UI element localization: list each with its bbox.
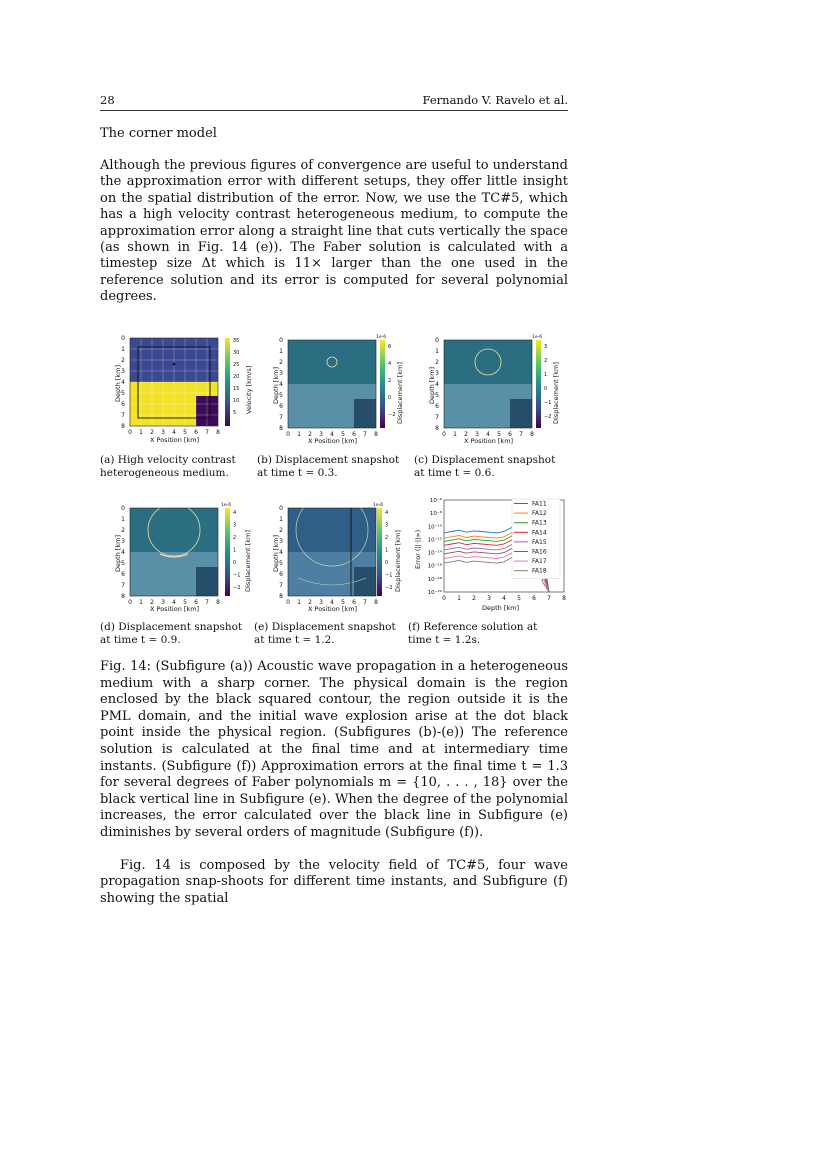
- xlabel-e: X Position [km]: [308, 605, 358, 612]
- x-tick-label: 0: [286, 599, 290, 606]
- y-ticks-d: [121, 505, 125, 600]
- x-tick-label: 8: [374, 599, 378, 606]
- x-tick-label: 5: [341, 431, 345, 438]
- chart-y-tick-label: 10⁻¹²: [427, 537, 442, 544]
- x-tick-label: 4: [486, 431, 490, 438]
- ylabel-d: Depth [km]: [114, 534, 122, 572]
- colorbar-tick-label: 2: [233, 535, 237, 541]
- y-tick-label: 1: [121, 346, 125, 353]
- scale-b: 1e-6: [376, 335, 387, 340]
- page-header: [100, 93, 568, 111]
- x-ticks-e: [286, 599, 378, 606]
- colorbar-tick-label: 0: [233, 560, 237, 566]
- subcaption-f: (f) Reference solution at time t = 1.2s.: [408, 621, 538, 646]
- x-tick-label: 0: [286, 431, 290, 438]
- y-tick-label: 0: [435, 337, 439, 344]
- x-tick-label: 5: [183, 599, 187, 606]
- subcaption-c: (c) Displacement snapshot at time t = 0.6.: [414, 454, 556, 479]
- chart-x-tick-label: 0: [442, 595, 446, 602]
- x-tick-label: 0: [128, 599, 132, 606]
- subcaption-a: (a) High velocity contrast heterogeneous medium.: [100, 454, 236, 479]
- cbar-label-d: Displacement [km]: [244, 530, 252, 592]
- colorbar-tick-label: 20: [233, 374, 240, 380]
- y-ticks-b: [279, 337, 283, 432]
- colorbar-tick-label: −1: [385, 572, 393, 579]
- colorbar-b: [380, 340, 385, 428]
- colorbar-tick-label: −2: [233, 585, 241, 591]
- ylabel-b: Depth [km]: [272, 366, 280, 404]
- y-tick-label: 6: [279, 571, 283, 578]
- chart-x-tick-label: 1: [457, 595, 461, 602]
- figure-panel-e: [268, 500, 413, 612]
- chart-x-tick-label: 4: [502, 595, 506, 602]
- figure-panel-f-chart: [412, 493, 570, 613]
- y-tick-label: 5: [435, 392, 439, 399]
- y-tick-label: 0: [121, 335, 125, 342]
- colorbar-tick-label: 1: [385, 547, 389, 554]
- x-tick-label: 6: [352, 431, 356, 438]
- x-tick-label: 7: [205, 599, 209, 606]
- figure-panel-c: [424, 332, 569, 444]
- ylabel-a: Depth [km]: [114, 364, 122, 402]
- x-tick-label: 1: [139, 599, 143, 606]
- y-tick-label: 1: [279, 348, 283, 355]
- colorbar-tick-label: 3: [233, 522, 237, 529]
- x-tick-label: 8: [216, 599, 220, 606]
- colorbar-tick-label: 0: [385, 560, 389, 566]
- legend-label: FA12: [532, 510, 547, 518]
- x-ticks-b: [286, 431, 378, 438]
- x-tick-label: 7: [363, 431, 367, 438]
- colorbar-tick-label: −2: [544, 414, 552, 420]
- x-tick-label: 2: [308, 431, 312, 438]
- cbar-ticks-d: [233, 510, 240, 591]
- x-ticks-a: [128, 429, 220, 436]
- colorbar-e: [377, 508, 382, 596]
- colorbar-tick-label: 0: [544, 386, 548, 392]
- colorbar-tick-label: 0: [388, 395, 392, 401]
- colorbar-tick-label: −2: [385, 585, 393, 591]
- colorbar-tick-label: 30: [233, 350, 240, 356]
- x-tick-label: 2: [150, 429, 154, 436]
- colorbar-a: [225, 338, 230, 426]
- y-tick-label: 5: [121, 560, 125, 567]
- colorbar-tick-label: 4: [385, 510, 389, 516]
- chart-x-tick-label: 3: [487, 595, 491, 602]
- running-authors: Fernando V. Ravelo et al.: [422, 93, 568, 107]
- colorbar-tick-label: 3: [544, 344, 548, 350]
- y-tick-label: 2: [435, 359, 439, 366]
- colorbar-tick-label: 5: [233, 410, 237, 416]
- y-tick-label: 8: [279, 425, 283, 432]
- colorbar-tick-label: 2: [388, 378, 392, 384]
- y-tick-label: 4: [121, 379, 125, 386]
- x-tick-label: 2: [464, 431, 468, 438]
- y-tick-label: 6: [279, 403, 283, 410]
- subcaption-b: (b) Displacement snapshot at time t = 0.3.: [257, 454, 400, 479]
- x-tick-label: 2: [308, 599, 312, 606]
- legend-label: FA14: [532, 529, 547, 537]
- xlabel-d: X Position [km]: [150, 605, 200, 612]
- x-tick-label: 2: [150, 599, 154, 606]
- y-tick-label: 2: [121, 357, 125, 364]
- scale-c: 1e-6: [532, 335, 543, 340]
- legend-label: FA17: [532, 558, 547, 566]
- chart-x-tick-label: 8: [562, 595, 566, 602]
- xlabel-c: X Position [km]: [464, 437, 514, 444]
- x-tick-label: 7: [519, 431, 523, 438]
- x-tick-label: 4: [172, 599, 176, 606]
- x-tick-label: 1: [297, 431, 301, 438]
- x-tick-label: 0: [128, 429, 132, 436]
- y-ticks-c: [435, 337, 439, 432]
- x-tick-label: 6: [194, 429, 198, 436]
- colorbar-tick-label: −1: [544, 400, 552, 406]
- x-tick-label: 3: [161, 599, 165, 606]
- y-tick-label: 6: [121, 401, 125, 408]
- cbar-ticks-c: [544, 344, 551, 420]
- chart-x-tick-label: 2: [472, 595, 476, 602]
- chart-y-tick-label: 10⁻⁸: [429, 511, 442, 518]
- y-tick-label: 3: [121, 368, 125, 375]
- header-rule: [100, 110, 568, 111]
- colorbar-tick-label: 2: [544, 358, 548, 364]
- y-ticks-a: [121, 335, 125, 430]
- x-tick-label: 3: [475, 431, 479, 438]
- x-tick-label: 4: [330, 431, 334, 438]
- x-ticks-d: [128, 599, 220, 606]
- colorbar-tick-label: 15: [233, 386, 240, 392]
- x-tick-label: 0: [442, 431, 446, 438]
- y-tick-label: 1: [121, 516, 125, 523]
- y-tick-label: 3: [121, 538, 125, 545]
- chart-y-tick-label: 10⁻¹⁴: [427, 550, 442, 557]
- x-tick-label: 1: [453, 431, 457, 438]
- cbar-label-b: Displacement [km]: [396, 362, 404, 424]
- chart-y-tick-label: 10⁻¹⁸: [427, 576, 442, 583]
- section-title: The corner model: [100, 126, 217, 141]
- y-tick-label: 3: [279, 538, 283, 545]
- colorbar-tick-label: 1: [544, 372, 548, 378]
- chart-x-tick-label: 6: [532, 595, 536, 602]
- x-tick-label: 8: [530, 431, 534, 438]
- x-tick-label: 4: [172, 429, 176, 436]
- chart-y-tick-label: 10⁻⁶: [429, 498, 442, 504]
- subcaption-e: (e) Displacement snapshot at time t = 1.2.: [254, 621, 396, 646]
- paragraph-continued: Fig. 14 is composed by the velocity field of TC#5, four wave propagation snap-shoots for different time instants, and Subfigure (f) showing the spatial: [100, 858, 568, 906]
- legend-label: FA15: [532, 538, 547, 546]
- y-tick-label: 8: [121, 423, 125, 430]
- y-tick-label: 1: [435, 348, 439, 355]
- y-tick-label: 2: [279, 527, 283, 534]
- colorbar-tick-label: 2: [385, 535, 389, 541]
- colorbar-tick-label: −1: [233, 572, 241, 579]
- y-tick-label: 4: [435, 381, 439, 388]
- y-tick-label: 7: [279, 582, 283, 589]
- x-ticks-c: [442, 431, 534, 438]
- y-tick-label: 8: [435, 425, 439, 432]
- colorbar-tick-label: 10: [233, 398, 240, 404]
- y-tick-label: 7: [121, 412, 125, 419]
- colorbar-tick-label: 25: [233, 362, 240, 368]
- chart-y-tick-label: 10⁻²⁰: [427, 590, 442, 596]
- y-tick-label: 3: [435, 370, 439, 377]
- x-tick-label: 5: [183, 429, 187, 436]
- x-tick-label: 8: [216, 429, 220, 436]
- chart-x-tick-label: 7: [547, 595, 551, 602]
- legend-label: FA16: [532, 548, 547, 556]
- chart-x-ticks: [442, 595, 566, 602]
- y-tick-label: 1: [279, 516, 283, 523]
- colorbar-c: [536, 340, 541, 428]
- xlabel-b: X Position [km]: [308, 437, 358, 444]
- y-tick-label: 0: [279, 505, 283, 512]
- y-tick-label: 4: [121, 549, 125, 556]
- chart-ylabel: Error (||·||∞): [414, 529, 422, 569]
- legend-label: FA13: [532, 519, 547, 527]
- cbar-label-a: Velocity [km/s]: [245, 365, 253, 414]
- colorbar-tick-label: 1: [233, 547, 237, 554]
- x-tick-label: 7: [205, 429, 209, 436]
- y-tick-label: 5: [121, 390, 125, 397]
- x-tick-label: 1: [297, 599, 301, 606]
- y-tick-label: 4: [279, 381, 283, 388]
- x-tick-label: 3: [319, 431, 323, 438]
- figure-panel-d: [110, 500, 255, 612]
- y-tick-label: 6: [121, 571, 125, 578]
- legend-label: FA11: [532, 500, 547, 508]
- x-tick-label: 7: [363, 599, 367, 606]
- colorbar-tick-label: 3: [385, 522, 389, 529]
- chart-x-tick-label: 5: [517, 595, 521, 602]
- xlabel-a: X Position [km]: [150, 436, 200, 444]
- figure-panel-a: [110, 332, 255, 444]
- y-tick-label: 0: [121, 505, 125, 512]
- x-tick-label: 8: [374, 431, 378, 438]
- x-tick-label: 6: [508, 431, 512, 438]
- colorbar-tick-label: 4: [233, 510, 237, 516]
- y-tick-label: 7: [279, 414, 283, 421]
- paragraph-intro: Although the previous figures of convergence are useful to understand the approximation error with different setups, they offer little insight on the spatial distribution of the error. Now, we use the TC#5, which has a high velocity contrast heterogeneous medium, to compute the approximation error along a straight line that cuts vertically the space (as shown in Fig. 14 (e)). The Faber solution is calculated with a timestep size Δt which is 11× larger than the one used in the reference solution and its error is computed for several polynomial degrees.: [100, 158, 568, 305]
- y-tick-label: 5: [279, 560, 283, 567]
- x-tick-label: 1: [139, 429, 143, 436]
- colorbar-tick-label: −2: [388, 412, 396, 418]
- chart-y-tick-label: 10⁻¹⁰: [427, 524, 442, 531]
- x-tick-label: 6: [352, 599, 356, 606]
- scale-e: 1e-6: [373, 503, 384, 508]
- y-tick-label: 4: [279, 549, 283, 556]
- y-tick-label: 8: [121, 593, 125, 600]
- y-tick-label: 0: [279, 337, 283, 344]
- scale-d: 1e-6: [221, 503, 232, 508]
- y-ticks-e: [279, 505, 283, 600]
- legend-label: FA18: [532, 567, 547, 575]
- colorbar-tick-label: 35: [233, 338, 240, 344]
- cbar-ticks-a: [233, 338, 239, 416]
- y-tick-label: 2: [121, 527, 125, 534]
- chart-y-ticks: [428, 497, 443, 596]
- x-tick-label: 4: [330, 599, 334, 606]
- y-tick-label: 7: [121, 582, 125, 589]
- colorbar-tick-label: 4: [388, 361, 392, 367]
- x-tick-label: 3: [161, 429, 165, 436]
- chart-legend: [512, 499, 560, 579]
- ylabel-c: Depth [km]: [428, 366, 436, 404]
- cbar-label-e: Displacement [km]: [394, 530, 402, 592]
- figure-caption: Fig. 14: (Subfigure (a)) Acoustic wave propagation in a heterogeneous medium with a sharp corner. The physical domain is the region enclosed by the black squared contour, the region outside it is the PML domain, and the initial wave explosion arise at the dot black point inside the physical region. (Subfigures (b)-(e)) The reference solution is calculated at the final time and at intermediary time instants. (Subfigure (f)) Approximation errors at the final time t = 1.3 for several degrees of Faber polynomials m = {10, . . . , 18} over the black vertical line in Subfigure (e). When the degree of the polynomial increases, the error calculated over the black line in Subfigure (e) diminishes by several orders of magnitude (Subfigure (f)).: [100, 659, 568, 840]
- x-tick-label: 5: [341, 599, 345, 606]
- page-number: 28: [100, 93, 115, 107]
- x-tick-label: 3: [319, 599, 323, 606]
- y-tick-label: 6: [435, 403, 439, 410]
- y-tick-label: 2: [279, 359, 283, 366]
- colorbar-tick-label: 6: [388, 344, 392, 350]
- subcaption-d: (d) Displacement snapshot at time t = 0.9.: [100, 621, 243, 646]
- colorbar-d: [225, 508, 230, 596]
- y-tick-label: 3: [279, 370, 283, 377]
- x-tick-label: 5: [497, 431, 501, 438]
- cbar-label-c: Displacement [km]: [552, 362, 560, 424]
- x-tick-label: 6: [194, 599, 198, 606]
- chart-xlabel: Depth [km]: [482, 604, 520, 612]
- ylabel-e: Depth [km]: [272, 534, 280, 572]
- y-tick-label: 5: [279, 392, 283, 399]
- y-tick-label: 7: [435, 414, 439, 421]
- figure-panel-b: [268, 332, 413, 444]
- chart-y-tick-label: 10⁻¹⁶: [427, 563, 442, 570]
- cbar-ticks-e: [385, 510, 392, 591]
- cbar-ticks-b: [388, 344, 395, 418]
- y-tick-label: 8: [279, 593, 283, 600]
- source-point: [173, 363, 176, 366]
